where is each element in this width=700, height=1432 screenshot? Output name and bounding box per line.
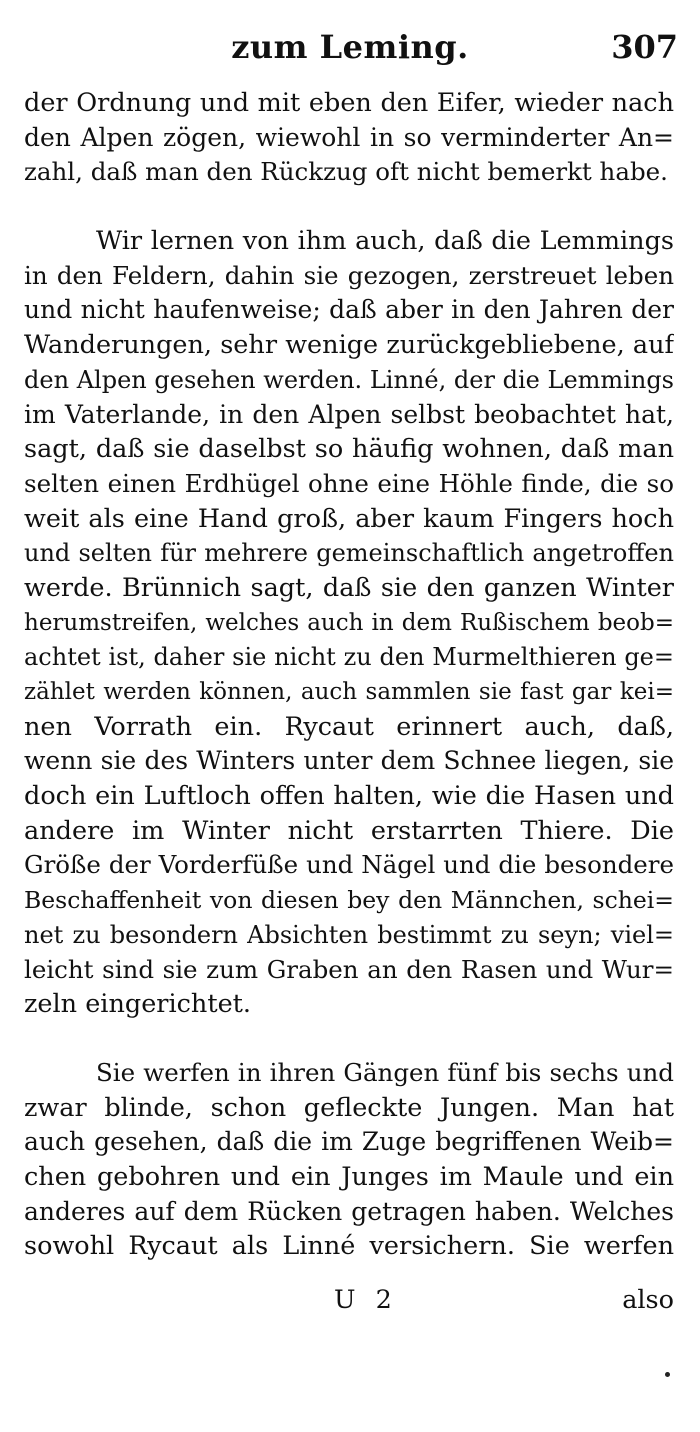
ink-speck	[665, 1372, 670, 1377]
text-line: sagt, daß sie daselbst so häufig wohnen, daß man	[24, 434, 674, 465]
text-line: im Vaterlande, in den Alpen selbst beobachtet hat,	[24, 399, 674, 429]
text-line: wenn sie des Winters unter dem Schnee liegen, sie	[24, 746, 674, 776]
text-line: und selten für mehrere gemeinschaftlich angetroffen	[24, 539, 674, 568]
text-line: herumstreifen, welches auch in dem Rußischem beob=	[24, 609, 674, 636]
text-line: doch ein Luftloch offen halten, wie die Hasen und	[24, 781, 674, 812]
text-line: chen gebohren und ein Junges im Maule und ein	[24, 1161, 674, 1192]
text-line: den Alpen gesehen werden. Linné, der die Lemmings	[24, 365, 674, 394]
text-line: den Alpen zögen, wiewohl in so verminderter An=	[24, 122, 674, 152]
text-line: Beschaffenheit von diesen bey den Männchen, schei=	[24, 886, 674, 915]
text-line: auch gesehen, daß die im Zuge begriffenen Weib=	[24, 1127, 674, 1157]
paragraph-gap	[24, 1022, 674, 1056]
text-line: net zu besondern Absichten bestimmt zu seyn; viel=	[24, 920, 674, 949]
text-line: und nicht haufenweise; daß aber in den Jahren der	[24, 295, 674, 325]
text-line: Größe der Vorderfüße und Nägel und die besondere	[24, 850, 674, 880]
text-line: der Ordnung und mit eben den Eifer, wieder nach	[24, 88, 674, 118]
text-line: zahl, daß man den Rückzug oft nicht bemerkt habe.	[24, 157, 668, 187]
text-line: nen Vorrath ein. Rycaut erinnert auch, daß,	[24, 711, 674, 742]
page-number: 307	[611, 28, 678, 66]
text-line: zeln eingerichtet.	[24, 989, 252, 1020]
running-head	[0, 22, 700, 72]
body-text	[24, 86, 674, 1264]
catchword: also	[622, 1285, 674, 1315]
paragraph-2	[24, 224, 674, 1022]
text-line: Sie werfen in ihren Gängen fünf bis sechs und	[96, 1057, 674, 1087]
running-title: zum Leming.	[231, 28, 469, 66]
text-line: selten einen Erdhügel ohne eine Höhle finde, die so	[24, 468, 674, 498]
text-line: andere im Winter nicht erstarrten Thiere. Die	[24, 815, 674, 846]
text-line: achtet ist, daher sie nicht zu den Murmelthieren ge=	[24, 643, 674, 672]
paragraph-1	[24, 86, 674, 190]
text-line: zählet werden können, auch sammlen sie fast gar kei=	[24, 679, 674, 705]
text-line: sowohl Rycaut als Linné versichern. Sie werfen	[24, 1231, 674, 1262]
text-line: leicht sind sie zum Graben an den Rasen und Wur=	[24, 954, 674, 984]
text-line: zwar blinde, schon gefleckte Jungen. Man hat	[24, 1092, 674, 1123]
text-line: werde. Brünnich sagt, daß sie den ganzen Winter	[24, 572, 674, 603]
paragraph-gap	[24, 190, 674, 224]
text-line: Wanderungen, sehr wenige zurückgebliebene, auf	[24, 330, 674, 361]
text-line: anderes auf dem Rücken getragen haben. Welches	[24, 1196, 674, 1226]
page-footer	[24, 1285, 674, 1325]
text-line: Wir lernen von ihm auch, daß die Lemmings	[96, 226, 674, 257]
paragraph-3	[24, 1056, 674, 1264]
text-line: weit als eine Hand groß, aber kaum Fingers hoch	[24, 503, 674, 534]
signature-mark: U 2	[334, 1285, 398, 1315]
text-line: in den Feldern, dahin sie gezogen, zerstreuet leben	[24, 260, 674, 290]
